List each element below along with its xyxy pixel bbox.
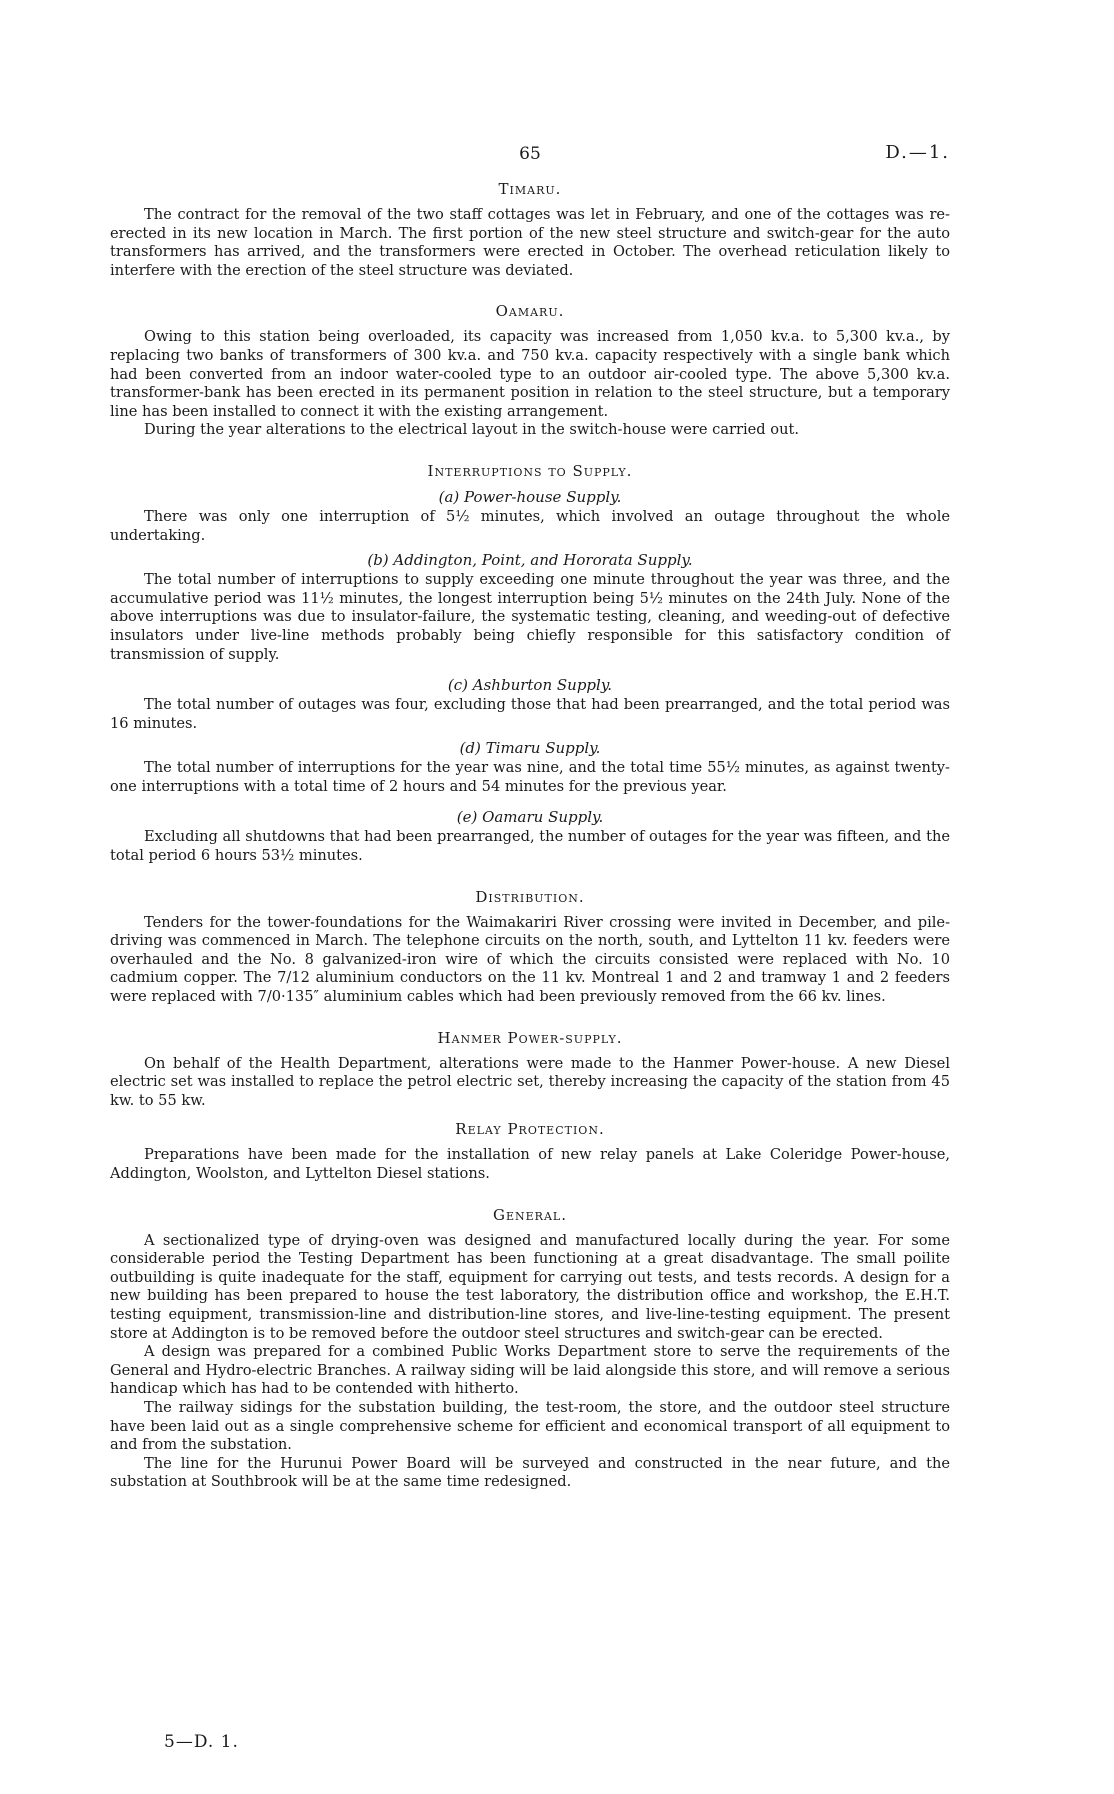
document-reference: D.—1. bbox=[885, 142, 950, 163]
paragraph-timaru-supply: The total number of interruptions for the year was nine, and the total time 55½ minutes, as against twenty-one interruptions with a total time of 2 hours and 54 minutes for the previous year. bbox=[110, 759, 950, 795]
paragraph-hanmer-1: On behalf of the Health Department, alterations were made to the Hanmer Power-house. A new Diesel electric set was installed to replace the petrol electric set, thereby increasing the capacity of the station from 45 kw. to 55 kw. bbox=[110, 1054, 950, 1109]
paragraph-addington-supply: The total number of interruptions to supply exceeding one minute throughout the year was three, and the accumulative period was 11½ minutes, the longest interruption being 5½ minutes on the 24th July. None of the above interruptions was due to insulator-failure, the systematic testing, cleaning, and weeding-out of defective insulators under live-line methods probably being chiefly responsible for this satisfactory condition of transmission of supply. bbox=[110, 571, 950, 663]
document-page bbox=[110, 140, 950, 1760]
paragraph-general-1: A sectionalized type of drying-oven was designed and manufactured locally during the year. For some considerable period the Testing Department has been functioning at a great disadvantage. The small poilite outbuilding is quite inadequate for the staff, equipment for carrying out tests, and tests records. A design for a new building has been prepared to house the test laboratory, the distribution office and workshop, the E.H.T. testing equipment, transmission-line and distribution-line stores, and live-line-testing equipment. The present store at Addington is to be removed before the outdoor steel structures and switch-gear can be erected. bbox=[110, 1231, 950, 1342]
signature-mark: 5—D. 1. bbox=[164, 1732, 239, 1752]
paragraph-oamaru-supply: Excluding all shutdowns that had been prearranged, the number of outages for the year was fifteen, and the total period 6 hours 53½ minutes. bbox=[110, 828, 950, 865]
paragraph-ashburton-supply: The total number of outages was four, excluding those that had been prearranged, and the total period was 16 minutes. bbox=[110, 696, 950, 732]
paragraph-general-2: A design was prepared for a combined Public Works Department store to serve the requirements of the General and Hydro-electric Branches. A railway siding will be laid alongside this store, and will remove a serious handicap which has had to be contended with hitherto. bbox=[110, 1343, 950, 1398]
paragraph-power-house-supply: There was only one interruption of 5½ minutes, which involved an outage throughout the whole undertaking. bbox=[110, 507, 950, 544]
heading-distribution: Distribution. bbox=[475, 887, 585, 906]
heading-hanmer-power-supply: Hanmer Power-supply. bbox=[437, 1028, 623, 1047]
paragraph-oamaru-2: During the year alterations to the electrical layout in the switch-house were carried out. bbox=[144, 421, 799, 439]
heading-relay-protection: Relay Protection. bbox=[455, 1120, 605, 1139]
heading-general: General. bbox=[493, 1205, 567, 1224]
paragraph-distribution-1: Tenders for the tower-foundations for the Waimakariri River crossing were invited in December, and pile-driving was commenced in March. The telephone circuits on the north, south, and Lyttelton 11 kv. feeders were overhauled and the No. 8 galvanized-iron wire of which the circuits consisted were replaced with No. 10 cadmium copper. The 7/12 aluminium conductors on the 11 kv. Montreal 1 and 2 and tramway 1 and 2 feeders were replaced with 7/0·135″ aluminium cables which had been previously removed from the 66 kv. lines. bbox=[110, 913, 950, 1006]
paragraph-relay-1: Preparations have been made for the installation of new relay panels at Lake Coleridge Power-house, Addington, Woolston, and Lyttelton Diesel stations. bbox=[110, 1146, 950, 1182]
paragraph-general-3: The railway sidings for the substation building, the test-room, the store, and the outdoor steel structure have been laid out as a single comprehensive scheme for efficient and economical transport of all equipment to and from the substation. bbox=[110, 1398, 950, 1454]
paragraph-oamaru-1: Owing to this station being overloaded, its capacity was increased from 1,050 kv.a. to 5,300 kv.a., by replacing two banks of transformers of 300 kv.a. and 750 kv.a. capacity respectively with a single bank which had been converted from an indoor water-cooled type to an outdoor air-cooled type. The above 5,300 kv.a. transformer-bank has been erected in its permanent position in relation to the steel structure, but a temporary line has been installed to connect it with the existing arrangement. bbox=[110, 328, 950, 420]
subheading-timaru-supply: (d) Timaru Supply. bbox=[459, 739, 601, 758]
subheading-oamaru-supply: (e) Oamaru Supply. bbox=[456, 808, 604, 827]
subheading-ashburton-supply: (c) Ashburton Supply. bbox=[447, 676, 613, 695]
heading-timaru: Timaru. bbox=[498, 180, 562, 198]
subheading-power-house-supply: (a) Power-house Supply. bbox=[438, 487, 622, 506]
heading-interruptions: Interruptions to Supply. bbox=[427, 461, 633, 480]
heading-oamaru: Oamaru. bbox=[495, 302, 565, 321]
paragraph-general-4: The line for the Hurunui Power Board will be surveyed and constructed in the near future, and the substation at Southbrook will be at the same time redesigned. bbox=[110, 1454, 950, 1491]
page-header bbox=[110, 140, 950, 170]
page-number: 65 bbox=[519, 144, 541, 164]
subheading-addington-supply: (b) Addington, Point, and Hororata Supply. bbox=[367, 551, 693, 570]
paragraph-timaru-1: The contract for the removal of the two staff cottages was let in February, and one of the cottages was re-erected in its new location in March. The first portion of the new steel structure and switch-gear for the auto transformers has arrived, and the transformers were erected in October. The overhead reticulation likely to interfere with the erection of the steel structure was deviated. bbox=[110, 206, 950, 279]
